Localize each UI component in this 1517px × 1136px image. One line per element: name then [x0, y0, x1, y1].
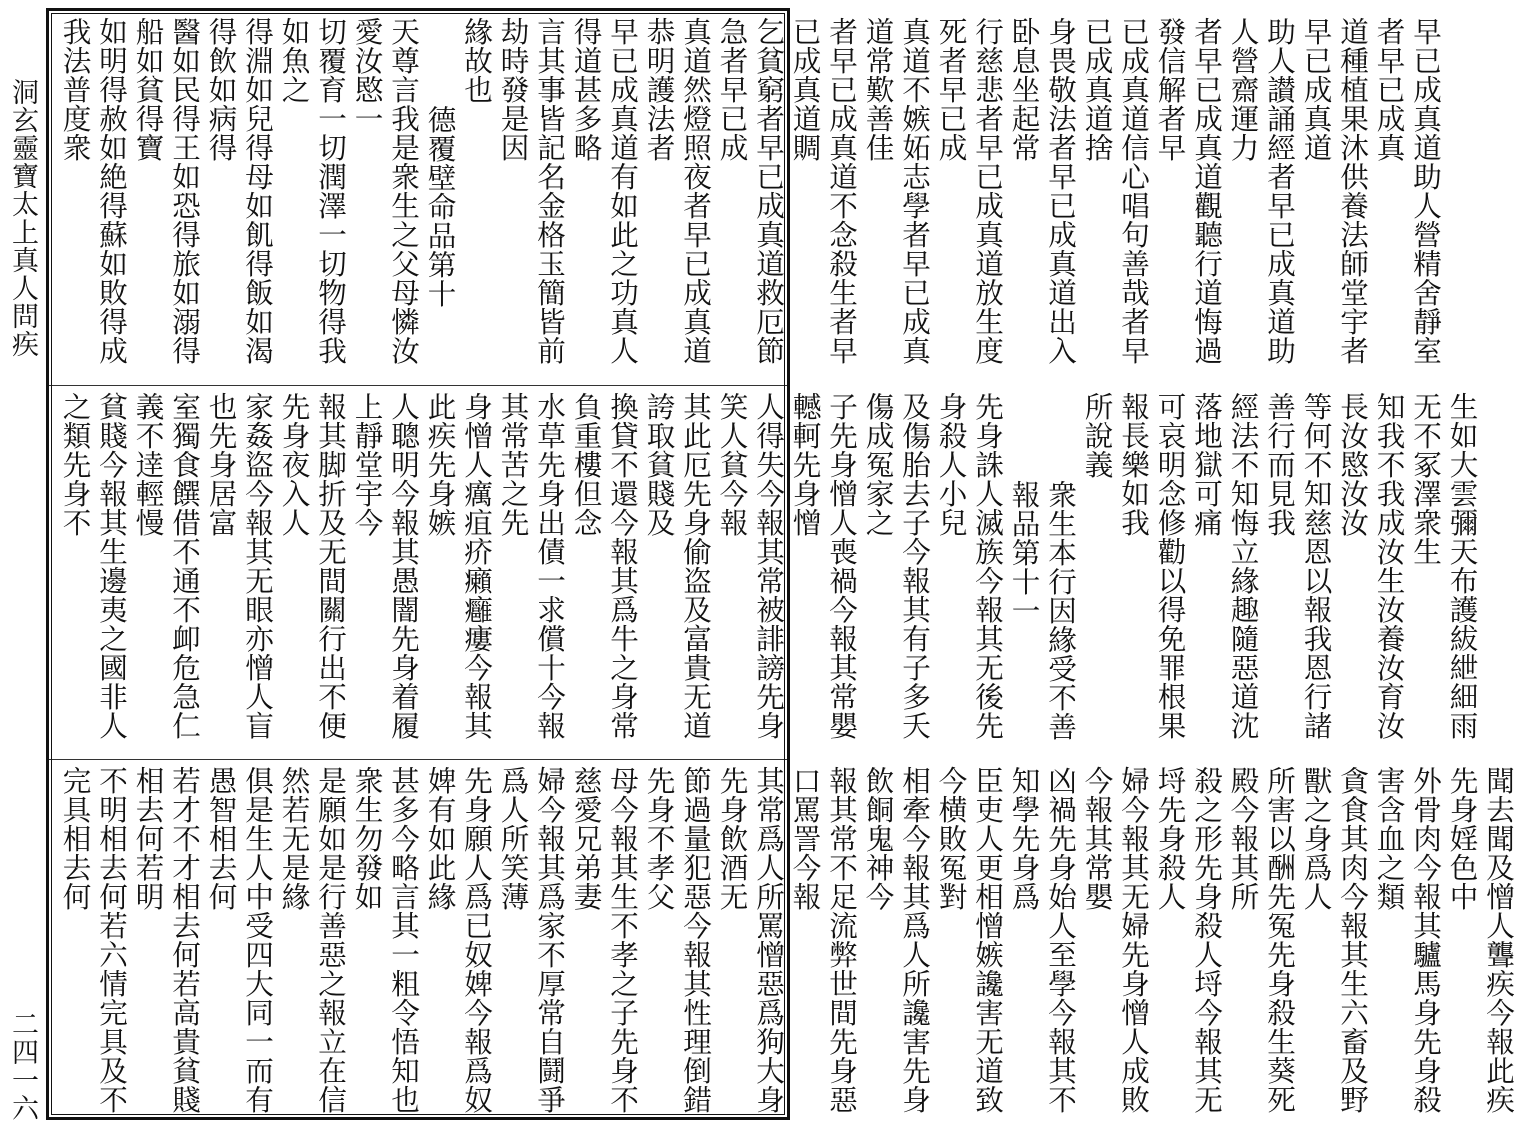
text-column: 是願如是行善惡之報立在信然若无是緣	[277, 766, 348, 1114]
text-column: 生如大雲彌天布護紱紲細雨无不冢澤衆生	[1409, 392, 1480, 740]
text-column: 緣故也	[460, 17, 494, 104]
text-column: 報其脚折及无間關行出不便先身夜入人	[277, 392, 348, 740]
text-column: 其常爲人所罵憎惡爲狗大身先身飲酒无	[715, 766, 786, 1114]
page-frame	[46, 8, 1516, 1120]
text-columns-bottom	[57, 766, 1517, 1117]
register-bottom	[49, 759, 1516, 1117]
text-column: 德覆壁命品第十	[423, 105, 458, 308]
text-column: 真道然燈照夜者早已成真道恭明護法者	[642, 17, 713, 365]
text-column: 行慈悲者早已成真道放生度死者早已成	[934, 17, 1005, 365]
text-column: 甚多今略言其一粗令悟知也衆生勿發如	[350, 766, 421, 1114]
sutra-title: 洞玄靈寶太上真人問疾	[7, 78, 38, 358]
text-column: 言其事皆記名金格玉簡皆前劫時發是因	[496, 17, 567, 365]
text-column: 真道不嫉妬志學者早已成真道常歎善佳	[861, 17, 932, 365]
text-column: 貧賤今報其生邊夷之國非人之類先身不	[58, 392, 129, 740]
text-column: 先身願人爲已奴婢今報爲奴婢有如此緣	[423, 766, 494, 1114]
text-column: 人得失今報其常被誹謗先身笑人貧今報	[715, 392, 786, 740]
page-number: 二四一六	[7, 1010, 38, 1122]
text-column: 凶禍先身始人至學今報其不知學先身爲	[1007, 766, 1078, 1114]
text-column: 者早已成真道不念殺生者早已成真道賙	[788, 17, 859, 365]
text-column: 已成真道信心唱句善哉者早已成真道捨	[1080, 17, 1151, 365]
text-column: 貪食其肉今報其生六畜及野獸之身爲人	[1299, 766, 1370, 1114]
text-column: 助人讃誦經者早已成真道助人營齋運力	[1226, 17, 1297, 365]
text-column: 婦今報其无婦先身憎人成敗今報其常嬰	[1080, 766, 1151, 1114]
text-column: 所說義	[1080, 392, 1115, 479]
text-column: 母今報其生不孝之子先身不慈愛兄弟妻	[569, 766, 640, 1114]
text-column: 經法不知悔立緣趣隨惡道沈落地獄可痛	[1190, 392, 1261, 740]
text-column: 臣吏人更相憎嫉讒害无道致今横敗冤對	[934, 766, 1005, 1114]
text-column: 子先身憎人喪禍今報其常嬰轗軻先身憎	[788, 392, 859, 740]
text-column: 知我不我成汝生汝養汝育汝長汝愍汝汝	[1336, 392, 1407, 740]
text-column: 身畏敬法者早已成真道出入卧息坐起常	[1007, 17, 1078, 365]
text-column: 等何不知慈恩以報我恩行諸善行而見我	[1263, 392, 1334, 740]
text-column: 衆生本行因緣受不善報品第十一	[1007, 480, 1078, 741]
text-column: 人聰明今報其愚闇先身着履上靜堂宇今	[350, 392, 421, 740]
text-column: 先身誅人滅族今報其无後先身殺人小兒	[934, 392, 1005, 740]
text-column: 切覆育一切潤澤一切物得我如魚之	[277, 17, 348, 365]
text-column: 不明相去何若六情完具及不完具相去何	[58, 766, 129, 1114]
text-column: 如明得赦如絶得蘇如敗得成我法普度衆	[58, 17, 129, 365]
text-column: 室獨食饌借不通不卹危急仁義不逹輕慢	[131, 392, 202, 740]
text-column: 換貸不還今報其爲牛之身常負重樓但念	[569, 392, 640, 740]
text-column: 相牽今報其爲人所讒害先身飲餇鬼神今	[861, 766, 932, 1114]
text-column: 身憎人癘疽疥癩癰瘻今報其此疾先身嫉	[423, 392, 494, 740]
text-column: 所害以酬先冤先身殺生葵死殿今報其所	[1226, 766, 1297, 1114]
text-column: 醫如民得王如恐得旅如溺得船如貧得寶	[131, 17, 202, 365]
text-column: 乞貧窮者早已成真道救厄節急者早已成	[715, 17, 786, 365]
text-column: 者早已成真道觀聽行道悔過發信解者早	[1153, 17, 1224, 365]
text-column: 水草先身出債一求償十今報其常苦之先	[496, 392, 567, 740]
text-columns-middle	[57, 392, 1481, 759]
text-column: 可哀明念修勸以得免罪根果報長樂如我	[1117, 392, 1188, 740]
text-column: 道種植果沐供養法師堂宇者早已成真道	[1299, 17, 1370, 365]
text-column: 早已成真道有如此之功真人得道甚多略	[569, 17, 640, 365]
text-column: 聞去聞及憎人聾疾今報此疾先身婬色中	[1445, 766, 1516, 1114]
text-column: 報其常不足流弊世間先身惡口罵詈今報	[788, 766, 859, 1114]
text-column: 及傷胎去子今報其有子多夭傷成冤家之	[861, 392, 932, 740]
text-column: 殺之形先身殺人埒今報其无埒先身殺人	[1153, 766, 1224, 1114]
text-column: 早已成真道助人營精舍靜室者早已成真	[1372, 17, 1443, 365]
text-columns-top	[57, 17, 1444, 385]
text-column: 若才不才相去何若高貴貧賤相去何若明	[131, 766, 202, 1114]
text-column: 得淵如兒得母如飢得飯如渴得飲如病得	[204, 17, 275, 365]
text-column: 節過量犯惡今報其性理倒錯先身不孝父	[642, 766, 713, 1114]
text-column: 其此厄先身偷盗及富貴无道誇取貧賤及	[642, 392, 713, 740]
register-middle	[49, 385, 1480, 759]
text-column: 家姦盜今報其无眼亦憎人盲也先身居富	[204, 392, 275, 740]
text-column: 俱是生人中受四大同一而有愚智相去何	[204, 766, 275, 1114]
text-column: 婦今報其爲家不厚常自鬪爭爲人所笑薄	[496, 766, 567, 1114]
text-column: 天尊言我是衆生之父母憐汝愛汝愍一	[350, 17, 421, 365]
register-top	[49, 11, 1443, 385]
text-column: 外骨肉今報其驢馬身先身殺害含血之類	[1372, 766, 1443, 1114]
